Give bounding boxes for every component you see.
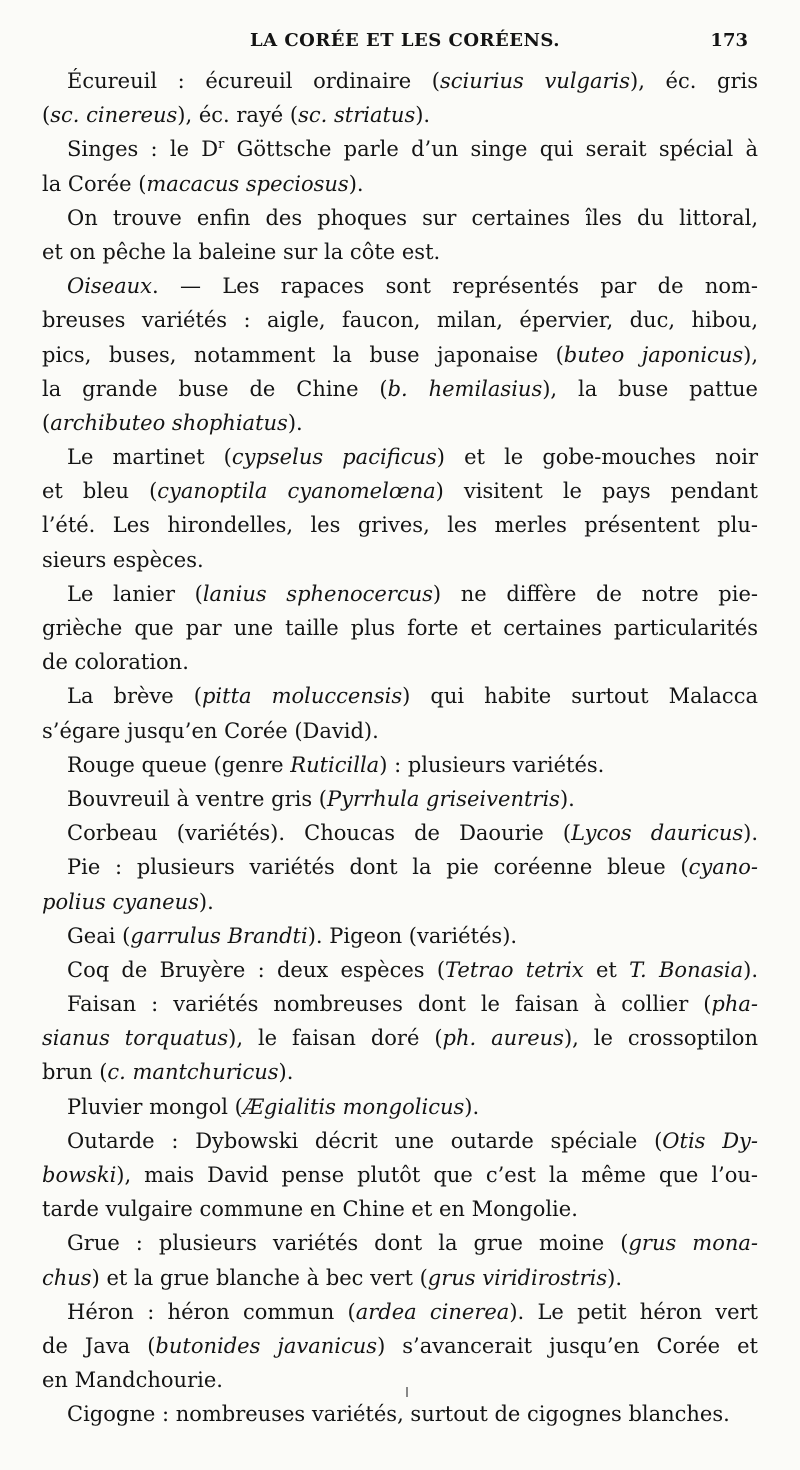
text-line	[42, 474, 758, 508]
text-segment: la Corée (	[42, 171, 147, 196]
text-line	[42, 953, 758, 987]
text-segment: Geai (	[67, 923, 131, 948]
text-segment: Singes : le D	[67, 137, 219, 162]
text-line	[42, 64, 758, 98]
text-line	[42, 132, 758, 166]
text-line	[42, 1021, 758, 1055]
text-line	[42, 1329, 758, 1363]
text-segment: tarde vulgaire commune en Chine et en Mongolie.	[42, 1197, 578, 1222]
text-line	[42, 406, 758, 440]
text-segment: Héron : héron commun (	[67, 1299, 356, 1324]
text-segment: ) s’avancerait jusqu’en Corée et	[377, 1333, 758, 1358]
text-segment: Corbeau (variétés). Choucas de Daourie (	[67, 821, 572, 846]
text-line	[42, 1158, 758, 1192]
text-line	[42, 440, 758, 474]
text-segment: (	[42, 410, 51, 435]
text-segment: Bouvreuil à ventre gris (	[67, 786, 327, 811]
text-segment: ), la buse pattue	[542, 376, 758, 401]
text-line	[42, 714, 758, 748]
text-line	[42, 235, 758, 269]
text-segment: ). Pigeon (variétés).	[307, 923, 518, 948]
italic-term: Ægialitis mongolicus	[242, 1094, 465, 1119]
text-line	[42, 1363, 758, 1397]
text-segment: ) et la grue blanche à bec vert (	[91, 1265, 428, 1290]
text-segment: Pie : plusieurs variétés dont la pie coréenne bleue (	[67, 855, 689, 880]
superscript: r	[218, 137, 225, 153]
italic-term: grus mona-	[628, 1231, 758, 1256]
italic-term: sc. cinereus	[50, 103, 178, 128]
text-segment: ). Le petit héron vert	[509, 1299, 758, 1324]
text-line	[42, 167, 758, 201]
italic-term: ph. aureus	[442, 1026, 564, 1051]
text-line	[42, 508, 758, 542]
text-segment: ) : plusieurs variétés.	[379, 752, 605, 777]
italic-term: lanius sphenocercus	[202, 581, 433, 606]
text-segment: ), le crossoptilon	[563, 1026, 758, 1051]
text-line	[42, 1124, 758, 1158]
italic-term: c. mantchuricus	[107, 1060, 279, 1085]
text-line	[42, 543, 758, 577]
italic-term: Tetrao tetrix	[445, 957, 584, 982]
text-line	[42, 1261, 758, 1295]
text-segment: brun (	[42, 1060, 108, 1085]
text-segment: ).	[607, 1265, 623, 1290]
text-line	[42, 611, 758, 645]
text-line	[42, 782, 758, 816]
italic-term: pha-	[711, 992, 758, 1017]
text-segment: La brève (	[67, 684, 202, 709]
text-line	[42, 679, 758, 713]
text-line	[42, 303, 758, 337]
text-segment: en Mandchourie.	[42, 1368, 223, 1393]
text-segment: et on pêche la baleine sur la côte est.	[42, 239, 441, 264]
text-line	[42, 269, 758, 303]
text-segment: ).	[464, 1094, 480, 1119]
text-line	[42, 850, 758, 884]
text-segment: la grande buse de Chine (	[42, 376, 388, 401]
italic-term: cyanoptila cyanomelœna	[157, 479, 436, 504]
text-line	[42, 1055, 758, 1089]
text-segment: Pluvier mongol (	[67, 1094, 243, 1119]
text-segment: Rouge queue (genre	[67, 752, 291, 777]
text-segment: ),	[743, 342, 758, 367]
italic-term: Ruticilla	[290, 752, 380, 777]
text-line	[42, 201, 758, 235]
text-segment: ).	[559, 786, 575, 811]
text-line	[42, 748, 758, 782]
italic-term: Pyrrhula griseiventris	[327, 786, 560, 811]
text-segment: ), le faisan doré (	[228, 1026, 443, 1051]
italic-term: sciurius vulgaris	[439, 69, 631, 93]
text-segment: de Java (	[42, 1333, 156, 1358]
italic-term: buteo japonicus	[563, 342, 744, 367]
italic-term: pitta moluccensis	[201, 684, 403, 709]
text-segment: ), mais David pense plutôt que c’est la même que l’ou-	[116, 1163, 758, 1187]
body-text	[42, 64, 758, 1432]
text-segment: Cigogne : nombreuses variétés, surtout de cigognes blanches.	[67, 1402, 730, 1427]
text-segment: sieurs espèces.	[42, 547, 204, 572]
italic-term: ardea cinerea	[355, 1299, 510, 1324]
text-line	[42, 372, 758, 406]
text-line	[42, 1090, 758, 1124]
page-number: 173	[710, 30, 748, 51]
italic-term: bowski	[42, 1163, 117, 1187]
text-line	[42, 816, 758, 850]
text-segment: Écureuil : écureuil ordinaire (	[67, 69, 440, 93]
text-segment: s’égare jusqu’en Corée (David).	[42, 718, 379, 743]
text-segment: (	[42, 103, 51, 128]
text-segment: ), éc. rayé (	[177, 103, 299, 128]
italic-term: cyano-	[688, 855, 758, 880]
text-segment: ).	[198, 889, 214, 914]
italic-term: T. Bonasia	[629, 957, 744, 982]
text-segment: pics, buses, notamment la buse japonaise (	[42, 342, 564, 367]
text-segment: Grue : plusieurs variétés dont la grue moine (	[67, 1231, 629, 1256]
text-segment: ) visitent le pays pendant	[435, 479, 758, 504]
text-line	[42, 577, 758, 611]
text-segment: ), éc. gris	[630, 69, 758, 93]
text-line	[42, 1295, 758, 1329]
text-line	[42, 1397, 758, 1431]
italic-term: sianus torquatus	[42, 1026, 229, 1051]
text-segment: Le lanier (	[67, 581, 203, 606]
text-segment: l’été. Les hirondelles, les grives, les merles présentent plu-	[42, 513, 758, 538]
text-segment: et	[583, 957, 630, 982]
text-segment: breuses variétés : aigle, faucon, milan, épervier, duc, hibou,	[42, 308, 758, 333]
text-line	[42, 338, 758, 372]
italic-term: cypselus pacificus	[231, 445, 437, 470]
text-segment: Göttsche parle d’un singe qui serait spécial à	[224, 137, 758, 162]
stray-ink-mark	[406, 1387, 408, 1397]
text-segment: Faisan : variétés nombreuses dont le faisan à collier (	[67, 992, 712, 1017]
running-title: LA CORÉE ET LES CORÉENS.	[249, 30, 561, 51]
text-segment: Outarde : Dybowski décrit une outarde spéciale (	[67, 1128, 663, 1153]
text-line	[42, 1192, 758, 1226]
italic-term: garrulus Brandti	[130, 923, 308, 948]
text-segment: . — Les rapaces sont représentés par de nom-	[152, 274, 758, 299]
text-line	[42, 987, 758, 1021]
running-header	[62, 30, 748, 58]
italic-term: sc. striatus	[298, 103, 416, 128]
text-line	[42, 885, 758, 919]
text-segment: grièche que par une taille plus forte et certaines particularités	[42, 616, 758, 640]
italic-term: b. hemilasius	[387, 376, 543, 401]
italic-term: grus viridirostris	[427, 1265, 608, 1290]
italic-term: Lycos dauricus	[571, 821, 744, 846]
text-segment: ).	[287, 410, 303, 435]
text-segment: ).	[348, 171, 364, 196]
text-line	[42, 98, 758, 132]
text-line	[42, 1226, 758, 1260]
text-segment: et bleu (	[42, 479, 158, 504]
text-segment: Coq de Bruyère : deux espèces (	[67, 957, 446, 982]
text-segment: Le martinet (	[67, 445, 232, 470]
text-segment: On trouve enfin des phoques sur certaines îles du littoral,	[67, 205, 758, 230]
italic-term: chus	[42, 1265, 92, 1290]
text-segment: ).	[743, 821, 758, 846]
text-segment: ).	[278, 1060, 294, 1085]
italic-term: macacus speciosus	[146, 171, 349, 196]
italic-term: Oiseaux	[67, 274, 153, 299]
text-segment: ) qui habite surtout Malacca	[402, 684, 758, 709]
text-segment: ) ne diffère de notre pie-	[432, 581, 758, 606]
italic-term: butonides javanicus	[155, 1333, 378, 1358]
text-line	[42, 919, 758, 953]
text-line	[42, 645, 758, 679]
italic-term: archibuteo shophiatus	[50, 410, 288, 435]
text-segment: ).	[415, 103, 431, 128]
italic-term: polius cyaneus	[42, 889, 199, 914]
text-segment: de coloration.	[42, 650, 189, 675]
italic-term: Otis Dy-	[662, 1128, 758, 1153]
text-segment: ) et le gobe-mouches noir	[436, 445, 759, 470]
text-segment: ).	[743, 957, 758, 982]
